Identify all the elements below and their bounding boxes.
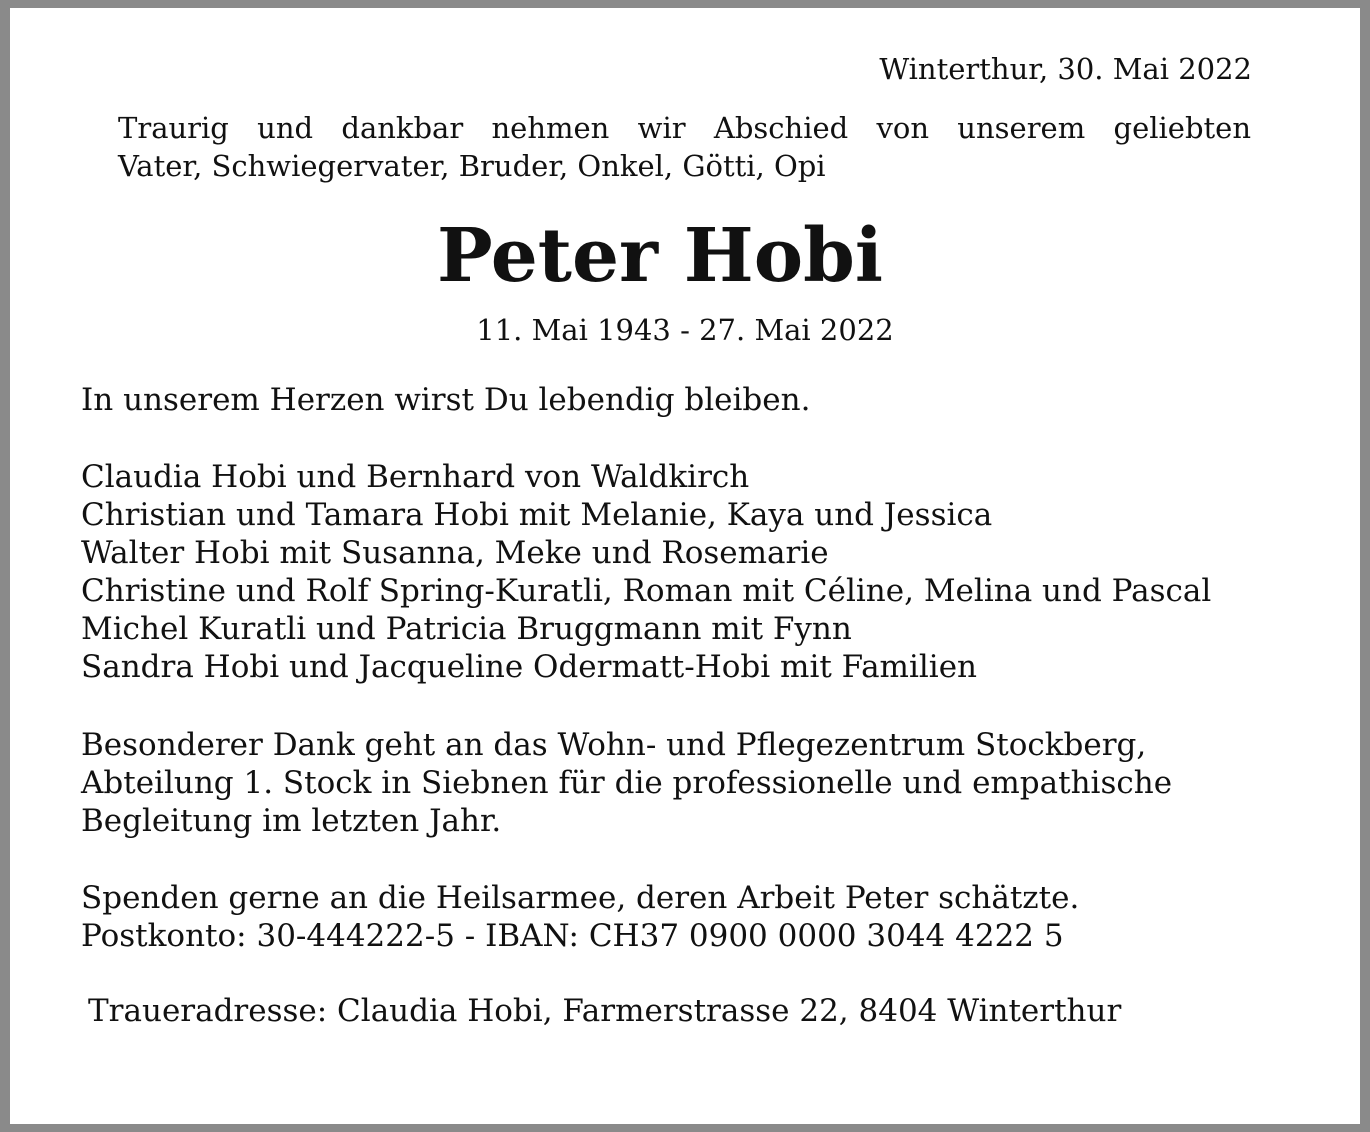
intro-line-1: Traurig und dankbar nehmen wir Abschied von unserem geliebten [118,111,1251,145]
thanks-line: Abteilung 1. Stock in Siebnen für die professionelle und empathische [81,765,1173,801]
mourner-line: Christine und Rolf Spring-Kuratli, Roman mit Céline, Melina und Pascal [81,573,1212,609]
quote-text: In unserem Herzen wirst Du lebendig bleiben. [81,382,811,418]
deceased-name: Peter Hobi [437,213,883,299]
donation-line: Spenden gerne an die Heilsarmee, deren Arbeit Peter schätzte. [81,880,1080,916]
mourner-line: Michel Kuratli und Patricia Bruggmann mit Fynn [81,611,852,647]
intro-line-2: Vater, Schwiegervater, Bruder, Onkel, Götti, Opi [118,149,826,183]
mourner-line: Christian und Tamara Hobi mit Melanie, Kaya und Jessica [81,497,993,533]
mourner-line: Sandra Hobi und Jacqueline Odermatt-Hobi mit Familien [81,649,978,685]
mourning-address: Traueradresse: Claudia Hobi, Farmerstrasse 22, 8404 Winterthur [88,993,1122,1029]
thanks-line: Besonderer Dank geht an das Wohn- und Pflegezentrum Stockberg, [81,727,1147,763]
lifespan-dates: 11. Mai 1943 - 27. Mai 2022 [476,313,894,347]
intro-text [118,109,1251,185]
mourner-line: Walter Hobi mit Susanna, Meke und Rosemarie [81,535,829,571]
donation-account-line: Postkonto: 30-444222-5 - IBAN: CH37 0900 0000 3044 4222 5 [81,918,1064,954]
thanks-line: Begleitung im letzten Jahr. [81,803,502,839]
place-date: Winterthur, 30. Mai 2022 [879,52,1252,86]
mourner-line: Claudia Hobi und Bernhard von Waldkirch [81,459,750,495]
